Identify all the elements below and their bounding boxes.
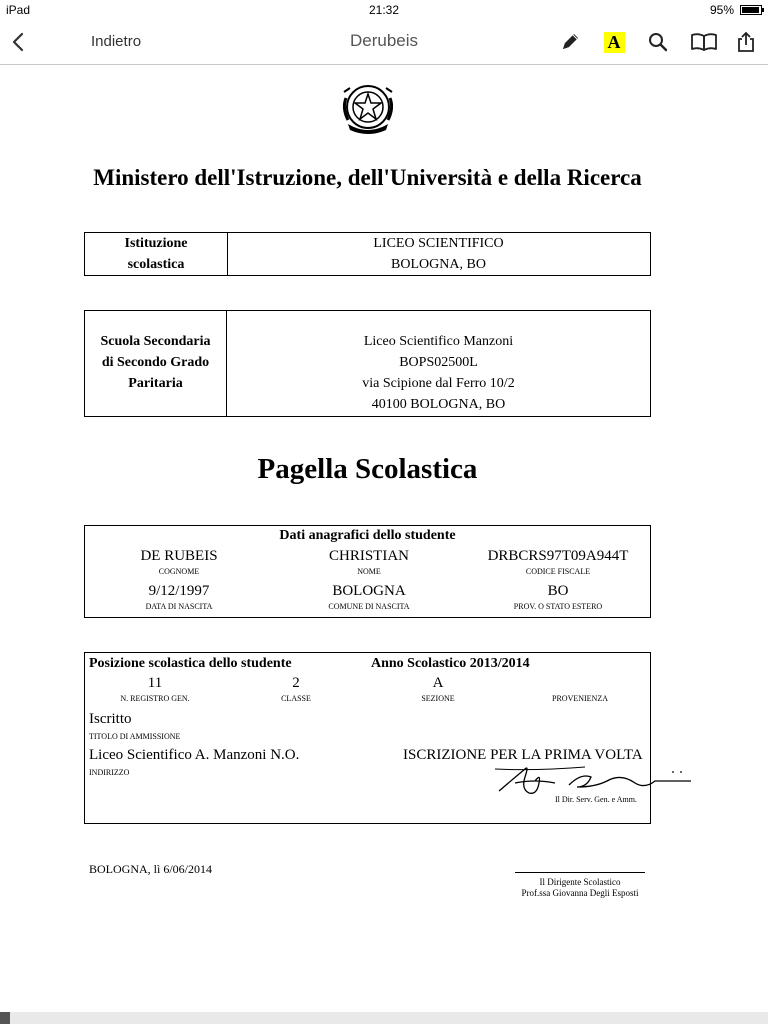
search-icon[interactable]: [645, 29, 671, 55]
name-caption: NOME: [357, 567, 381, 576]
class-value: 2: [292, 675, 300, 691]
curriculum-value: Liceo Scientifico A. Manzoni N.O.: [89, 747, 300, 763]
school-year: Anno Scolastico 2013/2014: [371, 656, 530, 671]
surname-field: [89, 548, 269, 576]
birth-city-value: BOLOGNA: [332, 583, 406, 599]
enrollment-status: ISCRIZIONE PER LA PRIMA VOLTA: [403, 747, 643, 763]
clock: 21:32: [368, 3, 400, 17]
institution-value-cell: [227, 233, 650, 275]
school-label-cell: [85, 311, 227, 416]
battery-percentage: 95%: [709, 3, 734, 17]
institution-city: BOLOGNA, BO: [391, 257, 486, 272]
tax-code-value: DRBCRS97T09A944T: [487, 548, 629, 564]
register-caption: N. REGISTRO GEN.: [120, 694, 190, 703]
birth-province-field: [469, 583, 647, 611]
origin-caption: PROVENIENZA: [552, 694, 608, 703]
school-address: via Scipione dal Ferro 10/2: [362, 376, 515, 391]
institution-label-line2: scolastica: [127, 257, 185, 272]
place-and-date: BOLOGNA, lì 6/06/2014: [89, 862, 212, 876]
page-scroll-thumb[interactable]: [0, 1012, 10, 1024]
birth-city-caption: COMUNE DI NASCITA: [328, 602, 410, 611]
section-caption: SEZIONE: [421, 694, 455, 703]
school-position-box: [84, 652, 651, 824]
institution-label-line1: Istituzione: [124, 236, 188, 251]
school-position-title: Posizione scolastica dello studente: [89, 656, 292, 671]
school-name: Liceo Scientifico Manzoni: [363, 334, 514, 349]
class-field: [246, 675, 346, 703]
school-value-cell: [227, 311, 650, 416]
tax-code-field: [469, 548, 647, 576]
student-data-title: Dati anagrafici dello studente: [279, 528, 456, 543]
report-card-title: Pagella Scolastica: [257, 453, 478, 485]
italian-republic-emblem-icon: [336, 76, 400, 140]
back-label[interactable]: Indietro: [91, 33, 142, 50]
principal-name: Prof.ssa Giovanna Degli Esposti: [521, 888, 639, 898]
curriculum-caption: INDIRIZZO: [89, 768, 130, 777]
section-field: [388, 675, 488, 703]
administrator-title: Il Dir. Serv. Gen. e Amm.: [555, 795, 637, 804]
institution-label-cell: [85, 233, 228, 275]
name-value: CHRISTIAN: [328, 548, 409, 564]
student-data-box: [84, 525, 651, 618]
birth-province-value: BO: [547, 583, 569, 599]
page-scroll-bar[interactable]: [0, 1012, 768, 1024]
nav-bar: [0, 20, 768, 65]
principal-title: Il Dirigente Scolastico: [539, 877, 621, 887]
principal-signature-line: [515, 872, 645, 873]
school-label-line3: Paritaria: [128, 376, 183, 391]
document-title: Derubeis: [349, 31, 419, 50]
class-caption: CLASSE: [281, 694, 311, 703]
register-field: [105, 675, 205, 703]
birth-province-caption: PROV. O STATO ESTERO: [513, 602, 603, 611]
status-bar: [0, 0, 768, 20]
birth-date-field: [89, 583, 269, 611]
school-label-line1: Scuola Secondaria: [100, 334, 211, 349]
institution-type: LICEO SCIENTIFICO: [373, 236, 504, 251]
surname-value: DE RUBEIS: [140, 548, 218, 564]
school-city: 40100 BOLOGNA, BO: [371, 397, 506, 412]
highlight-icon[interactable]: [601, 29, 627, 55]
school-label-line2: di Secondo Grado: [101, 355, 210, 370]
share-icon[interactable]: [733, 29, 759, 55]
carrier-label: iPad: [6, 3, 31, 17]
section-value: A: [432, 675, 444, 691]
admission-title-caption: TITOLO DI AMMISSIONE: [89, 732, 181, 741]
battery-fill: [742, 7, 759, 13]
book-icon[interactable]: [689, 29, 719, 55]
principal-block: [500, 877, 660, 899]
school-box: [84, 310, 651, 417]
tax-code-caption: CODICE FISCALE: [525, 567, 591, 576]
surname-caption: COGNOME: [158, 567, 200, 576]
battery-icon: [740, 5, 762, 15]
school-code: BOPS02500L: [399, 355, 478, 370]
name-field: [279, 548, 459, 576]
pencil-icon[interactable]: [557, 29, 583, 55]
birth-date-caption: DATA DI NASCITA: [145, 602, 213, 611]
ministry-heading: Ministero dell'Istruzione, dell'Università e della Ricerca: [93, 165, 642, 190]
institution-box: [84, 232, 651, 276]
birth-date-value: 9/12/1997: [148, 583, 210, 599]
document-page[interactable]: [0, 65, 768, 1012]
origin-field: [515, 675, 645, 703]
admission-title-value: Iscritto: [89, 711, 132, 727]
birth-city-field: [279, 583, 459, 611]
highlight-letter: A: [604, 32, 625, 53]
register-value: 11: [147, 675, 163, 691]
